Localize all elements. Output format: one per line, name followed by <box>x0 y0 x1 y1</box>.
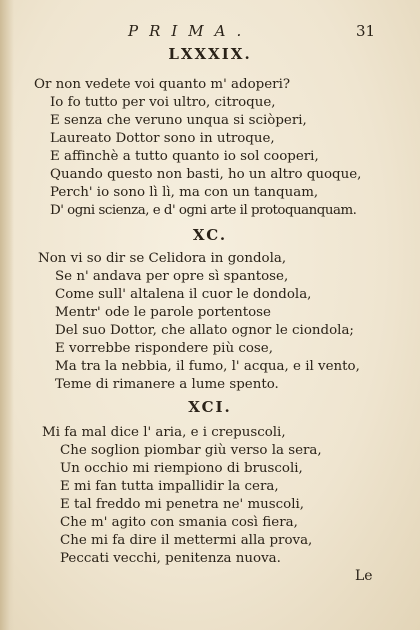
verse-line: Teme di rimanere a lume spento. <box>55 377 279 392</box>
verse-line: D' ogni scienza, e d' ogni arte il protoquanquam. <box>50 203 357 218</box>
catchword: Le <box>355 568 373 584</box>
verse-line: Che m' agito con smania così fiera, <box>60 515 298 530</box>
verse-line: Peccati vecchi, penitenza nuova. <box>60 551 281 566</box>
running-title: PRIMA. <box>128 22 253 40</box>
running-head <box>0 22 420 42</box>
verse-line: E vorrebbe rispondere più cose, <box>55 341 273 356</box>
verse-line: Un occhio mi riempiono di bruscoli, <box>60 461 303 476</box>
verse-line: Come sull' altalena il cuor le dondola, <box>55 287 312 302</box>
verse-line: E tal freddo mi penetra ne' muscoli, <box>60 497 305 512</box>
verse-line: Perch' io sono lì lì, ma con un tanquam, <box>50 185 319 200</box>
page-gutter-shadow <box>0 0 14 630</box>
verse-line: Che soglion piombar giù verso la sera, <box>60 443 322 458</box>
verse-line: Or non vedete voi quanto m' adoperi? <box>34 77 291 92</box>
verse-line: Se n' andava per opre sì spantose, <box>55 269 289 284</box>
verse-line: Che mi fa dire il mettermi alla prova, <box>60 533 313 548</box>
verse-line: Non vi so dir se Celidora in gondola, <box>38 251 287 266</box>
verse-line: Del suo Dottor, che allato ognor le ciondola; <box>55 323 354 338</box>
verse-line: Io fo tutto per voi ultro, citroque, <box>50 95 276 110</box>
verse-line: Quando questo non basti, ho un altro quoque, <box>50 167 362 182</box>
verse-line: Mi fa mal dice l' aria, e i crepuscoli, <box>42 425 286 440</box>
verse-line: E affinchè a tutto quanto io sol cooperi, <box>50 149 319 164</box>
stanza-number: XC. <box>192 226 228 244</box>
stanza-number: LXXXIX. <box>168 45 252 63</box>
verse-line: E senza che veruno unqua si sciòperi, <box>50 113 307 128</box>
verse-line: Ma tra la nebbia, il fumo, l' acqua, e il vento, <box>55 359 360 374</box>
stanza-number: XCI. <box>188 398 232 416</box>
page-number: 31 <box>356 22 376 40</box>
verse-line: Laureato Dottor sono in utroque, <box>50 131 275 146</box>
verse-line: Mentr' ode le parole portentose <box>55 305 271 320</box>
verse-line: E mi fan tutta impallidir la cera, <box>60 479 279 494</box>
